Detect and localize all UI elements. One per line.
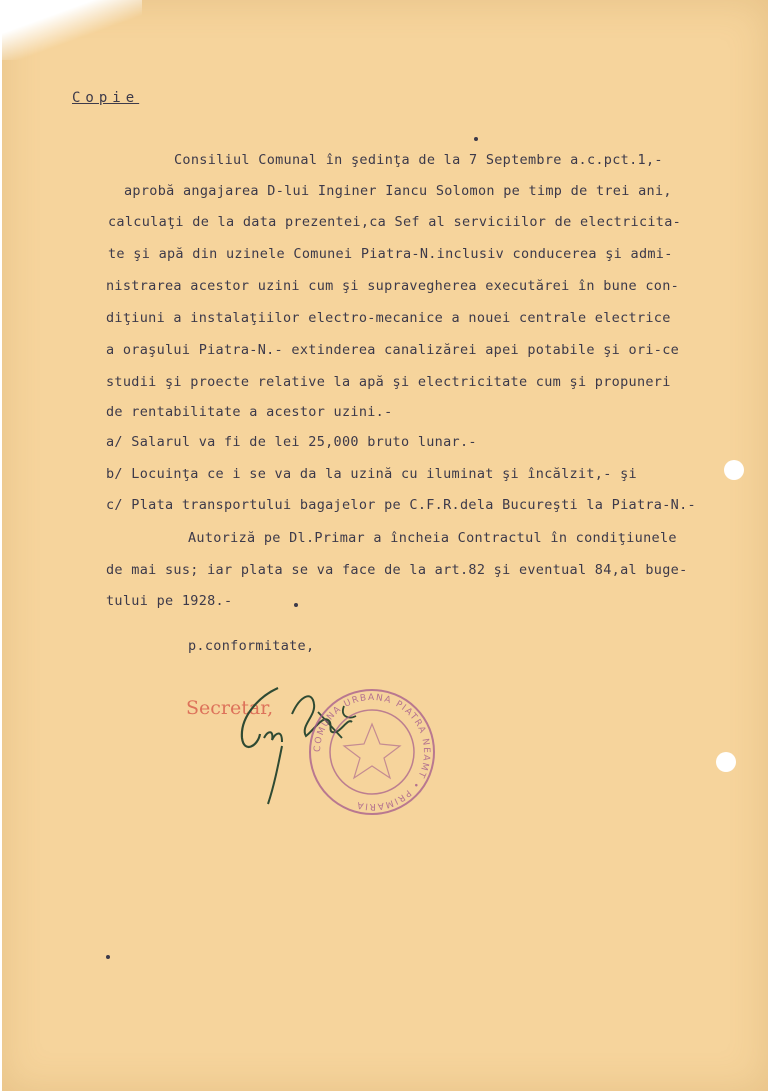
document-title: Copie (72, 90, 140, 106)
list-item: b/ Locuinţa ce i se va da la uzină cu iluminat şi încălzit,- şi (106, 466, 637, 482)
torn-corner (2, 0, 142, 60)
body-line: tului pe 1928.- (106, 593, 233, 609)
body-line: studii şi proecte relative la apă şi electricitate cum şi propuneri (106, 374, 671, 390)
closing-line: p.conformitate, (188, 638, 315, 654)
punch-hole (724, 460, 744, 480)
list-item: a/ Salarul va fi de lei 25,000 bruto lunar.- (106, 434, 477, 450)
body-line: Consiliul Comunal în şedinţa de la 7 Septembre a.c.pct.1,- (174, 152, 663, 168)
body-line: aprobă angajarea D-lui Inginer Iancu Solomon pe timp de trei ani, (124, 183, 672, 199)
ink-speck (294, 603, 298, 607)
punch-hole (716, 752, 736, 772)
body-line: a oraşului Piatra-N.- extinderea canalizărei apei potabile şi ori-ce (106, 342, 680, 358)
body-line: calculaţi de la data prezentei,ca Sef al serviciilor de electricita- (108, 214, 682, 230)
ink-speck (106, 955, 110, 959)
official-seal (302, 684, 442, 824)
list-item: c/ Plata transportului bagajelor pe C.F.R.dela Bucureşti la Piatra-N.- (106, 497, 696, 513)
ink-speck (474, 137, 478, 141)
body-line: de mai sus; iar plata se va face de la art.82 şi eventual 84,al buge- (106, 562, 688, 578)
body-line: diţiuni a instalaţiilor electro-mecanice a nouei centrale electrice (106, 310, 671, 326)
secretar-stamp-label: Secretar, (186, 697, 274, 719)
body-line: Autoriză pe Dl.Primar a încheia Contractul în condiţiunele (188, 530, 677, 546)
body-line: te şi apă din uzinele Comunei Piatra-N.inclusiv conducerea şi admi- (108, 246, 673, 262)
body-line: de rentabilitate a acestor uzini.- (106, 404, 393, 420)
body-line: nistrarea acestor uzini cum şi supravegherea executărei în bune con- (106, 278, 680, 294)
seal-text: COMUNA URBANA PIATRA NEAMT • PRIMARIA (312, 692, 432, 812)
